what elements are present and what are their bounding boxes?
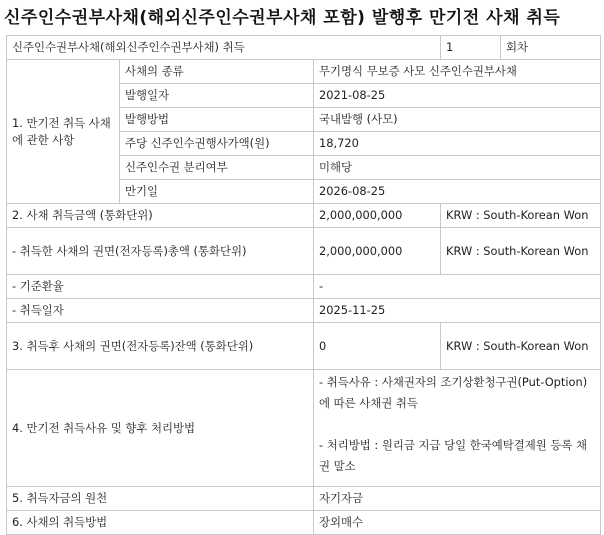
exchange-rate-value: - — [314, 275, 601, 299]
reason-plan-value — [314, 370, 601, 487]
disposal-plan: - 처리방법 : 원리금 지급 당일 한국예탁결제원 등록 채권 말소 — [319, 438, 587, 473]
table-row — [7, 60, 601, 84]
maturity-date-value: 2026-08-25 — [314, 180, 601, 204]
table-row — [7, 275, 601, 299]
acquisition-date-label: - 취득일자 — [7, 299, 314, 323]
acquisition-date-value: 2025-11-25 — [314, 299, 601, 323]
table-row — [7, 228, 601, 275]
table-row — [7, 487, 601, 511]
exercise-price-label: 주당 신주인수권행사가액(원) — [120, 132, 314, 156]
face-total-label: - 취득한 사채의 권면(전자등록)총액 (통화단위) — [7, 228, 314, 275]
reason-plan-label: 4. 만기전 취득사유 및 향후 처리방법 — [7, 370, 314, 487]
table-row — [7, 299, 601, 323]
acquisition-amount-label: 2. 사채 취득금액 (통화단위) — [7, 204, 314, 228]
remaining-balance-label: 3. 취득후 사채의 권면(전자등록)잔액 (통화단위) — [7, 323, 314, 370]
remaining-balance-value: 0 — [314, 323, 441, 370]
bond-type-label: 사채의 종류 — [120, 60, 314, 84]
issue-method-value: 국내발행 (사모) — [314, 108, 601, 132]
exchange-rate-label: - 기준환율 — [7, 275, 314, 299]
page-title: 신주인수권부사채(해외신주인수권부사채 포함) 발행후 만기전 사채 취득 — [4, 8, 561, 28]
disclosure-table — [6, 35, 601, 535]
issue-date-value: 2021-08-25 — [314, 84, 601, 108]
table-row — [7, 323, 601, 370]
exercise-price-value: 18,720 — [314, 132, 601, 156]
series-unit: 회차 — [501, 36, 601, 60]
table-row — [7, 36, 601, 60]
table-row — [7, 370, 601, 487]
issue-method-label: 발행방법 — [120, 108, 314, 132]
acquisition-amount-value: 2,000,000,000 — [314, 204, 441, 228]
series-number: 1 — [441, 36, 501, 60]
bond-acquisition-label: 신주인수권부사채(해외신주인수권부사채) 취득 — [7, 36, 441, 60]
issue-date-label: 발행일자 — [120, 84, 314, 108]
maturity-date-label: 만기일 — [120, 180, 314, 204]
table-row — [7, 204, 601, 228]
face-total-currency: KRW : South-Korean Won — [441, 228, 601, 275]
section1-label: 1. 만기전 취득 사채에 관한 사항 — [7, 60, 120, 204]
acquisition-amount-currency: KRW : South-Korean Won — [441, 204, 601, 228]
bond-type-value: 무기명식 무보증 사모 신주인수권부사채 — [314, 60, 601, 84]
warrant-separation-value: 미해당 — [314, 156, 601, 180]
acquisition-method-label: 6. 사채의 취득방법 — [7, 511, 314, 535]
fund-source-value: 자기자금 — [314, 487, 601, 511]
acquisition-reason: - 취득사유 : 사채권자의 조기상환청구권(Put-Option)에 따른 사채권 취득 — [319, 375, 588, 410]
fund-source-label: 5. 취득자금의 원천 — [7, 487, 314, 511]
face-total-value: 2,000,000,000 — [314, 228, 441, 275]
warrant-separation-label: 신주인수권 분리여부 — [120, 156, 314, 180]
acquisition-method-value: 장외매수 — [314, 511, 601, 535]
remaining-balance-currency: KRW : South-Korean Won — [441, 323, 601, 370]
